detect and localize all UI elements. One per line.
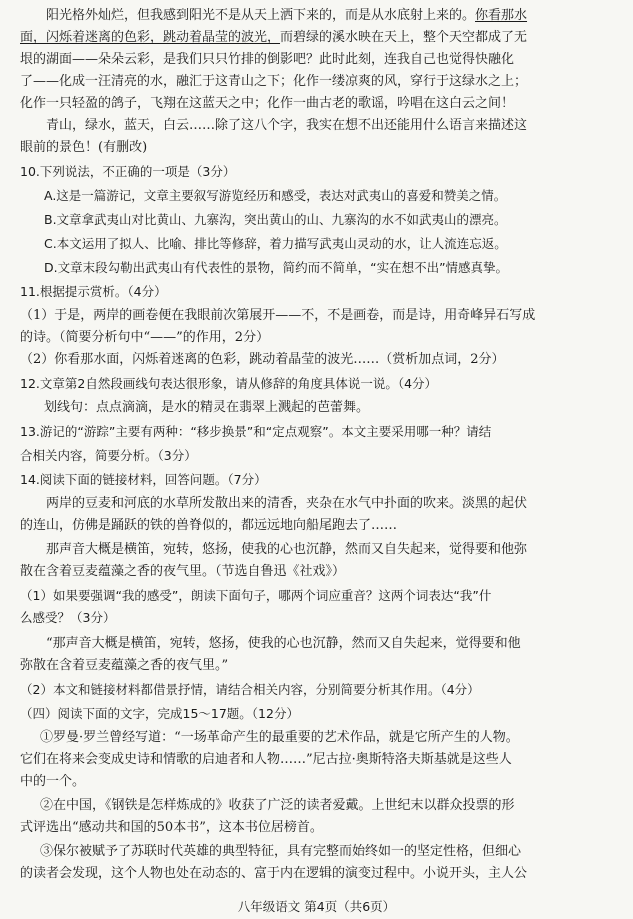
question-13-stem: 13.游记的“游踪”主要有两种：“移步换景”和“定点观察”。本文主要采用哪一种？请结	[20, 424, 492, 439]
page-footer: 八年级语文 第4页（共6页）	[237, 899, 396, 914]
passage-text: 而碧绿的溪水映在天上，整个天空都成了无	[280, 30, 528, 45]
passage-line: 垠的湖面——朵朵云彩，是我们只只竹排的倒影吧？此时此刻，连我自己也觉得快融化	[20, 52, 515, 67]
question-12-sentence: 划线句：点点滴滴，是水的精灵在翡翠上溅起的芭蕾舞。	[44, 400, 370, 415]
article-line: 它们在将来会变成史诗和情歌的启迪者和人物……”尼古拉·奥斯特洛夫斯基就是这些人	[20, 752, 512, 767]
option-c: C.本文运用了拟人、比喻、排比等修辞，着力描写武夷山灵动的水，让人流连忘返。	[44, 236, 507, 251]
material-line: 的连山，仿佛是踊跃的铁的兽脊似的，都远远地向船尾跑去了……	[20, 518, 398, 533]
material-line: 那声音大概是横笛，宛转，悠扬，使我的心也沉静，然而又自失起来，觉得要和他弥	[46, 542, 528, 557]
quoted-sentence-cont: 弥散在含着豆麦蕴藻之香的夜气里。”	[20, 658, 229, 673]
passage-line	[20, 28, 620, 48]
question-14-part1: （1）如果要强调“我的感受”，朗读下面句子，哪两个词应重音？这两个词表达“我”什	[20, 588, 492, 603]
material-line: 散在含着豆麦蕴藻之香的夜气里。（节选自鲁迅《社戏》）	[20, 564, 346, 579]
article-line: 的读者会发现，这个人物也处在动态的、富于内在逻辑的演变过程中。小说开头，主人公	[20, 866, 528, 881]
passage-line	[46, 6, 620, 26]
passage-line: 眼前的景色！(有删改)	[20, 140, 148, 155]
question-12-stem: 12.文章第2自然段画线句表达很形象，请从修辞的角度具体说一说。（4分）	[20, 376, 438, 391]
article-line: 中的一个。	[20, 774, 86, 789]
question-11-part1: （1）于是，两岸的画卷便在我眼前次第展开——不，不是画卷，而是诗，用奇峰异石写成	[20, 308, 536, 323]
passage-text: 阳光格外灿烂，但我感到阳光不是从天上洒下来的，而是从水底射上来的。	[46, 8, 476, 23]
question-10-stem: 10.下列说法，不正确的一项是（3分）	[20, 164, 236, 179]
question-14-part2: （2）本文和链接材料都借景抒情，请结合相关内容，分别简要分析其作用。（4分）	[20, 682, 480, 697]
article-line: ②在中国，《钢铁是怎样炼成的》收获了广泛的读者爱戴。上世纪末以群众投票的形	[40, 798, 515, 813]
underlined-text: 面，闪烁着迷离的色彩，跳动着晶莹的波光，	[20, 30, 281, 45]
question-13-stem-cont: 合相关内容，简要分析。（3分）	[20, 448, 197, 463]
option-b: B.文章拿武夷山对比黄山、九寨沟，突出黄山的山、九寨沟的水不如武夷山的漂亮。	[44, 212, 507, 227]
question-14-stem: 14.阅读下面的链接材料，回答问题。（7分）	[20, 472, 267, 487]
quoted-sentence: “那声音大概是横笛，宛转，悠扬，使我的心也沉静，然而又自失起来，觉得要和他	[46, 636, 521, 651]
option-d: D.文章末段勾勒出武夷山有代表性的景物，简约而不简单，“实在想不出”情感真挚。	[44, 260, 509, 275]
article-line: 式评选出“感动共和国的50本书”，这本书位居榜首。	[20, 820, 323, 835]
question-11-part1-cont: 的诗。（简要分析句中“——”的作用，2分）	[20, 330, 270, 345]
question-11-part2: （2）你看那水面，闪烁着迷离的色彩，跳动着晶莹的波光……（赏析加点词，2分）	[20, 352, 505, 367]
section-4-stem: （四）阅读下面的文字，完成15～17题。（12分）	[20, 706, 299, 721]
question-14-part1-cont: 么感受？（3分）	[20, 610, 116, 625]
article-line: ③保尔被赋予了苏联时代英雄的典型特征，具有完整而始终如一的坚定性格，但细心	[40, 844, 522, 859]
passage-line: 青山，绿水，蓝天，白云……除了这八个字，我实在想不出还能用什么语言来描述这	[46, 118, 528, 133]
passage-line: 了——化成一汪清亮的水，融汇于这青山之下；化作一缕凉爽的风，穿行于这绿水之上；	[20, 74, 528, 89]
article-line: ①罗曼·罗兰曾经写道：“一场革命产生的最重要的艺术作品，就是它所产生的人物。	[40, 730, 519, 745]
question-11-stem: 11.根据提示赏析。（4分）	[20, 284, 167, 299]
underlined-text: 你看那水	[475, 8, 528, 23]
passage-line: 化作一只轻盈的鸽子，飞翔在这蓝天之中；化作一曲古老的歌谣，吟唱在这白云之间！	[20, 96, 515, 111]
material-line: 两岸的豆麦和河底的水草所发散出来的清香，夹杂在水气中扑面的吹来。淡黑的起伏	[46, 496, 528, 511]
option-a: A.这是一篇游记，文章主要叙写游览经历和感受，表达对武夷山的喜爱和赞美之情。	[44, 188, 507, 203]
